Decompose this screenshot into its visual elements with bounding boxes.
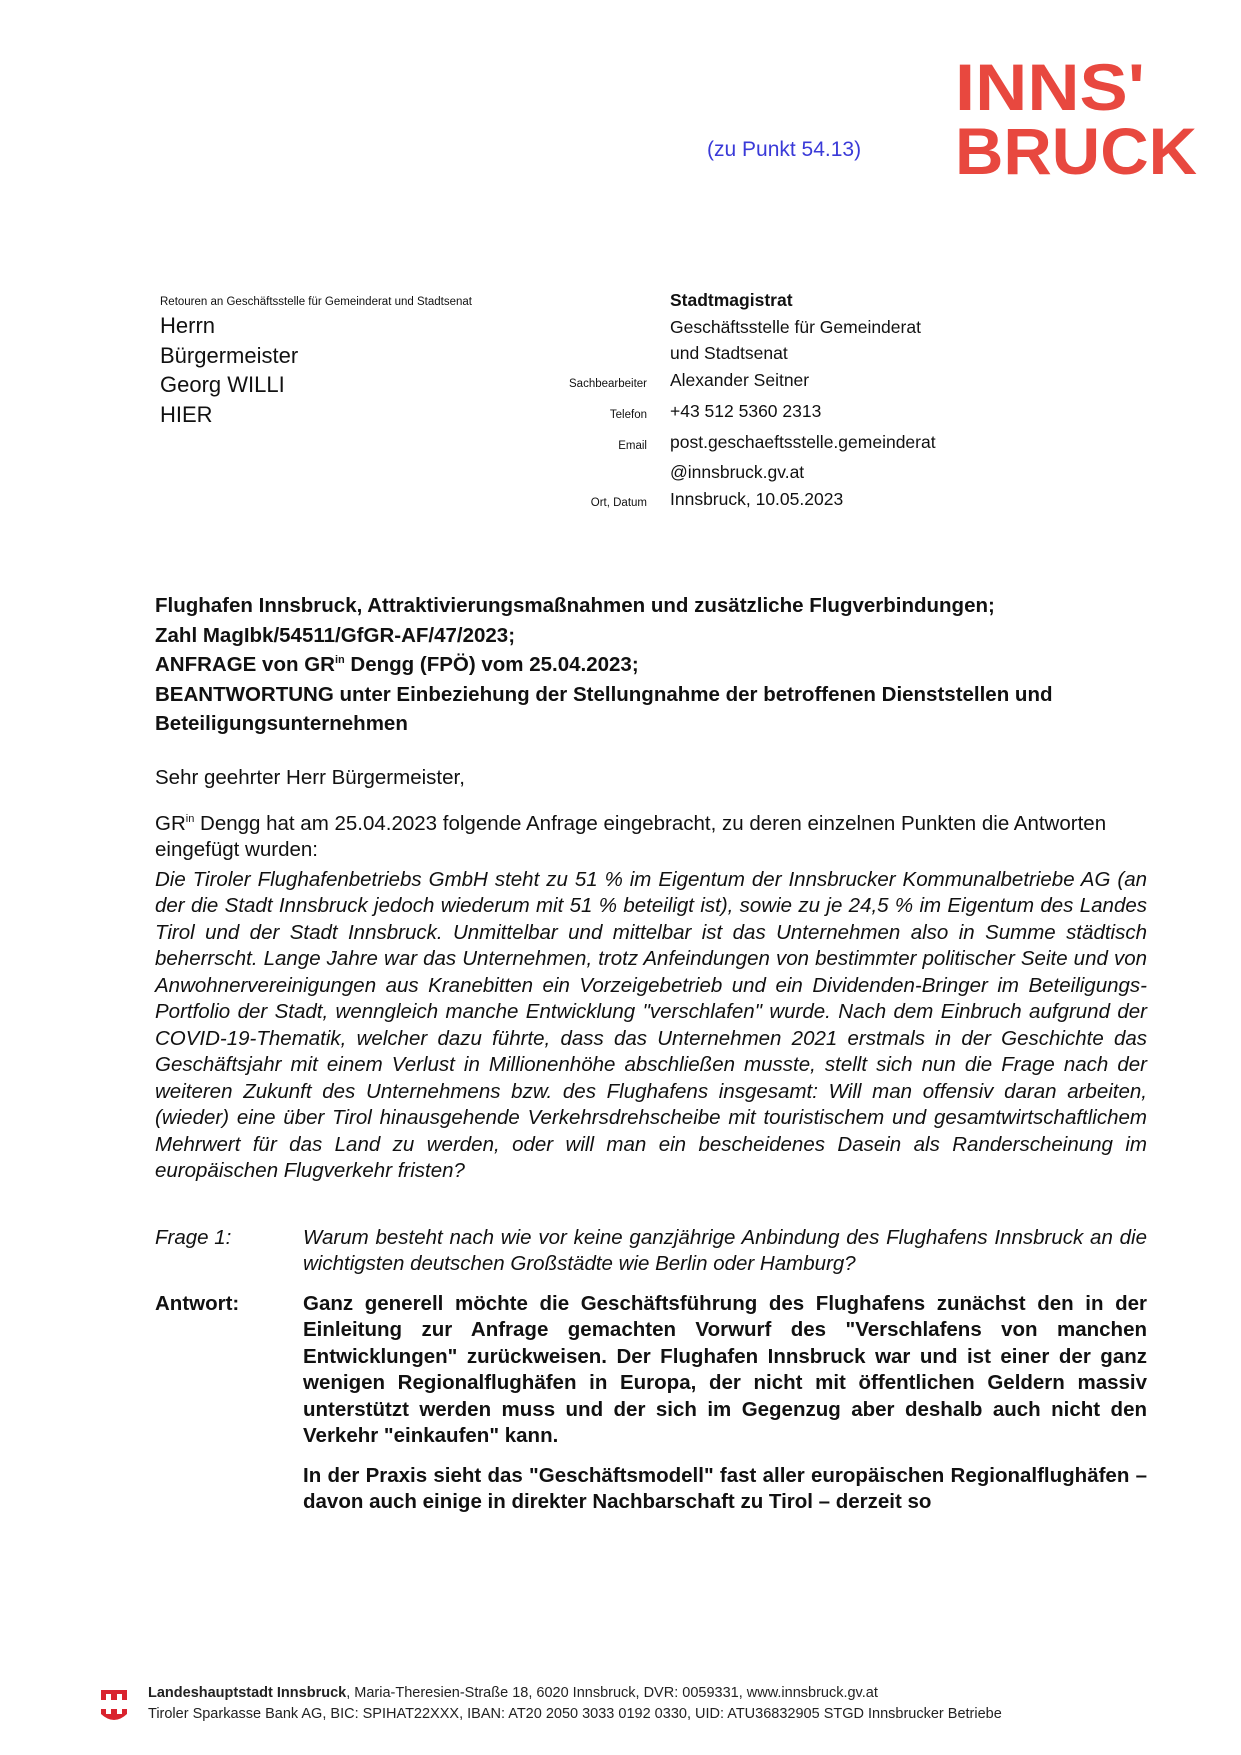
city-crest-bottom-icon <box>100 1708 128 1722</box>
sender-title: Stadtmagistrat <box>670 290 793 310</box>
subject-text: Dengg (FPÖ) vom 25.04.2023; <box>344 653 639 676</box>
subject-line: Flughafen Innsbruck, Attraktivierungsmaßnahmen und zusätzliche Flugverbindungen; <box>155 594 995 617</box>
clerk-label: Sachbearbeiter <box>569 378 647 391</box>
subject-line: Zahl MagIbk/54511/GfGR-AF/47/2023; <box>155 623 516 647</box>
intro-text: GR <box>155 811 186 835</box>
svg-text:BRUCK: BRUCK <box>955 114 1198 180</box>
date-label: Ort, Datum <box>590 496 647 509</box>
answer-paragraph: Ganz generell möchte die Geschäftsführung des Flughafens zunächst den in der Einleitung zur Anfrage gemachten Vorwurf des "Verschlafens von manchen Entwicklungen" zurückweisen. Der Flughafen Innsbruck war und ist einer der ganz wenigen Regionalflughäfen in Europa, der nicht mit öffentlichen Geldern massiv unterstützt werden muss und der sich im Gegenzug aber deshalb auch nicht den Verkehr "einkaufen" kann. <box>303 1291 1147 1447</box>
sender-dept: und Stadtsenat <box>670 343 788 364</box>
recipient-address <box>160 311 298 429</box>
date-value: Innsbruck, 10.05.2023 <box>670 488 844 509</box>
subject <box>155 591 1150 739</box>
superscript: in <box>334 654 345 667</box>
email-label: Email <box>618 439 647 452</box>
clerk-name: Alexander Seitner <box>670 370 810 391</box>
letter-body <box>155 765 1147 1516</box>
question-1 <box>155 1225 1147 1278</box>
subject-line: BEANTWORTUNG unter Einbeziehung der Stellungnahme der betroffenen Dienststellen und Beteiligungsunternehmen <box>155 682 1053 735</box>
subject-text: ANFRAGE von GR <box>155 653 335 676</box>
intro <box>155 811 1147 864</box>
sender-dept: Geschäftsstelle für Gemeinderat <box>670 316 921 337</box>
answer-label: Antwort: <box>155 1291 240 1315</box>
question-text: Warum besteht nach wie vor keine ganzjährige Anbindung des Flughafens Innsbruck an die wichtigsten deutschen Großstädte wie Berlin oder Hamburg? <box>303 1225 1147 1275</box>
recipient-line: HIER <box>160 401 213 427</box>
footer-bank: Tiroler Sparkasse Bank AG, BIC: SPIHAT22XXX, IBAN: AT20 2050 3033 0192 0330, UID: ATU36832905 STGD Innsbrucker Betriebe <box>148 1706 1002 1722</box>
return-note: Retouren an Geschäftsstelle für Gemeinderat und Stadtsenat <box>160 296 472 308</box>
recipient-line: Herrn <box>160 313 216 338</box>
answer-1 <box>155 1291 1147 1516</box>
phone-label: Telefon <box>609 408 647 421</box>
email-value: @innsbruck.gv.at <box>670 462 805 483</box>
sender-block <box>520 287 1040 517</box>
recipient-line: Georg WILLI <box>160 372 285 397</box>
phone-value: +43 512 5360 2313 <box>670 400 822 421</box>
answer-paragraph: In der Praxis sieht das "Geschäftsmodell" fast aller europäischen Regionalflughäfen – davon auch einige in direkter Nachbarschaft zu Tirol – derzeit so <box>303 1463 1147 1513</box>
superscript: in <box>185 812 195 825</box>
question-label: Frage 1: <box>155 1225 232 1249</box>
subject-line <box>155 650 1150 680</box>
email-value: post.geschaeftsstelle.gemeinderat <box>670 431 936 452</box>
salutation: Sehr geehrter Herr Bürgermeister, <box>155 766 465 789</box>
reference-note: (zu Punkt 54.13) <box>707 138 862 161</box>
intro-text: Dengg hat am 25.04.2023 folgende Anfrage eingebracht, zu deren einzelnen Punkten die Antworten eingefügt wurden: <box>155 811 1107 861</box>
preamble: Die Tiroler Flughafenbetriebs GmbH steht zu 51 % im Eigentum der Innsbrucker Kommunalbetriebe AG (an der die Stadt Innsbruck jedoch wiederum mit 51 % beteiligt ist), sowie zu je 24,5 % im Eigentum des Landes Tirol und der Stadt Innsbruck. Unmittelbar und mittelbar ist das Unternehmen also in Summe städtisch beherrscht. Lange Jahre war das Unternehmen, trotz Anfeindungen von bestimmter politischer Seite und von Anwohnervereinigungen aus Kranebitten ein Vorzeigebetrieb und ein Dividenden-Bringer im Beteiligungs-Portfolio der Stadt, wenngleich manche Entwicklung "verschlafen" wurde. Nach dem Einbruch aufgrund der COVID-19-Thematik, welcher dazu führte, dass das Unternehmen 2021 erstmals in der Geschichte das Geschäftsjahr mit einem Verlust in Millionenhöhe abschließen musste, stellt sich nun die Frage nach der weiteren Zukunft des Unternehmens bzw. des Flughafens insgesamt: Will man offensiv daran arbeiten, (wieder) eine über Tirol hinausgehende Verkehrsdrehscheibe mit touristischem und gesamtwirtschaftlichem Mehrwert für das Land zu werden, oder will man ein bescheidenes Dasein als Randerscheinung im europäischen Flugverkehr fristen? <box>155 867 1147 1182</box>
svg-text:INNS': INNS' <box>955 52 1145 124</box>
city-crest-top-icon <box>100 1687 128 1701</box>
footer-city: Landeshauptstadt Innsbruck <box>148 1685 347 1701</box>
innsbruck-logo <box>955 52 1200 180</box>
footer <box>100 1683 1002 1725</box>
recipient-line: Bürgermeister <box>160 342 299 368</box>
footer-address: , Maria-Theresien-Straße 18, 6020 Innsbruck, DVR: 0059331, www.innsbruck.gv.at <box>346 1685 878 1701</box>
